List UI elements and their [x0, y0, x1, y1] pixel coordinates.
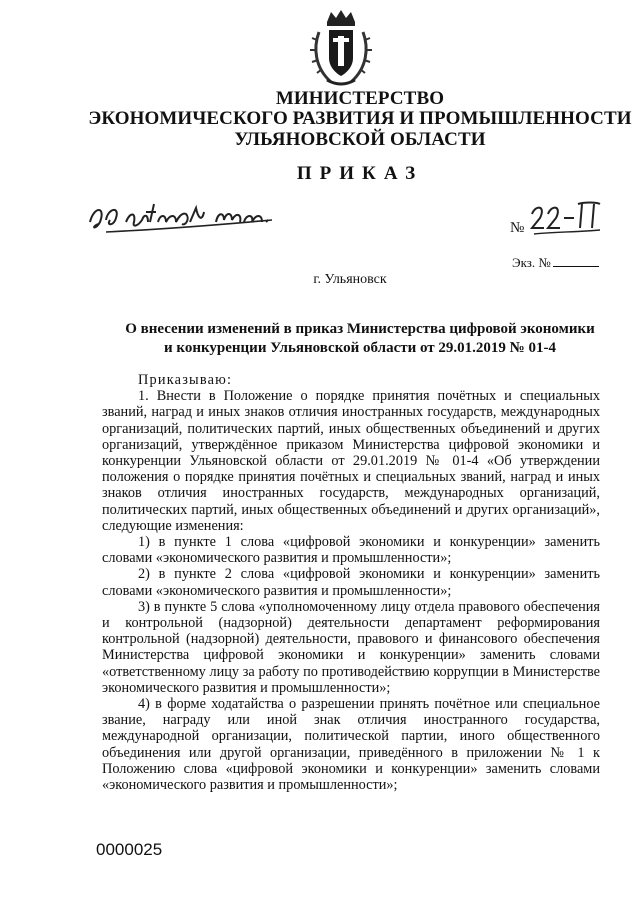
ministry-name-line2: ЭКОНОМИЧЕСКОГО РАЗВИТИЯ И ПРОМЫШЛЕННОСТИ: [88, 108, 632, 129]
handwritten-date: [86, 192, 286, 236]
paragraph-1-item-2: 2) в пункте 2 слова «цифровой экономики и конкуренции» заменить словами «экономического развития и промышленности»;: [102, 566, 600, 599]
paragraph-1: 1. Внести в Положение о порядке принятия почётных и специальных званий, наград и иных знаков отличия иностранных государств, международных организаций, политических партий, иных общественных объединений и других организаций, утверждённое приказом Министерства цифровой экономики и конкуренции Ульяновской области от 29.01.2019 № 01-4 «Об утверждении положения о порядке принятия почётных и специальных званий, наград и иных знаков отличия иностранных государств, международных организаций, политических партий, иных общественных объединений и других организаций», следующие изменения:: [102, 388, 600, 534]
handwritten-order-number: [530, 198, 602, 240]
copy-number-label: Экз. №: [512, 255, 551, 270]
ulyanovsk-coat-of-arms-icon: [309, 8, 373, 88]
city: г. Ульяновск: [313, 272, 387, 287]
paragraph-1-item-3: 3) в пункте 5 слова «уполномоченному лицу отдела правового обеспечения и контрольной (надзорной) деятельности департамент реформирования контрольной (надзорной) деятельности, правового и финансового обеспечения Министерства цифровой экономики и конкуренции» заменить словами «ответственному лицу за работу по противодействию коррупции в Министерстве экономического развития и промышленности»;: [102, 598, 600, 696]
order-body: [102, 372, 600, 793]
subject-line2: и конкуренции Ульяновской области от 29.01.2019 № 01-4: [163, 340, 556, 356]
document-serial-number: 0000025: [96, 840, 163, 859]
ministry-name-line3: УЛЬЯНОВСКОЙ ОБЛАСТИ: [234, 129, 486, 150]
ministry-name-line1: МИНИСТЕРСТВО: [275, 88, 445, 109]
paragraph-1-item-4: 4) в форме ходатайства о разрешении принять почётное или специальное звание, награду или иной знак отличия иностранного государства, международной организации, политической партии, иного общественного объединения или другой организации, приведённого в приложении № 1 к Положению слова «цифровой экономики и конкуренции» заменить словами «экономического развития и промышленности»;: [102, 696, 600, 794]
subject-line1: О внесении изменений в приказ Министерства цифровой экономики: [125, 321, 595, 337]
order-title: ПРИКАЗ: [296, 163, 424, 184]
copy-number-field: [512, 255, 599, 271]
paragraph-1-item-1: 1) в пункте 1 слова «цифровой экономики и конкуренции» заменить словами «экономического развития и промышленности»;: [102, 534, 600, 567]
order-number-label: №: [510, 220, 525, 236]
copy-number-blank: [553, 255, 599, 267]
order-lead: Приказываю:: [138, 372, 233, 388]
